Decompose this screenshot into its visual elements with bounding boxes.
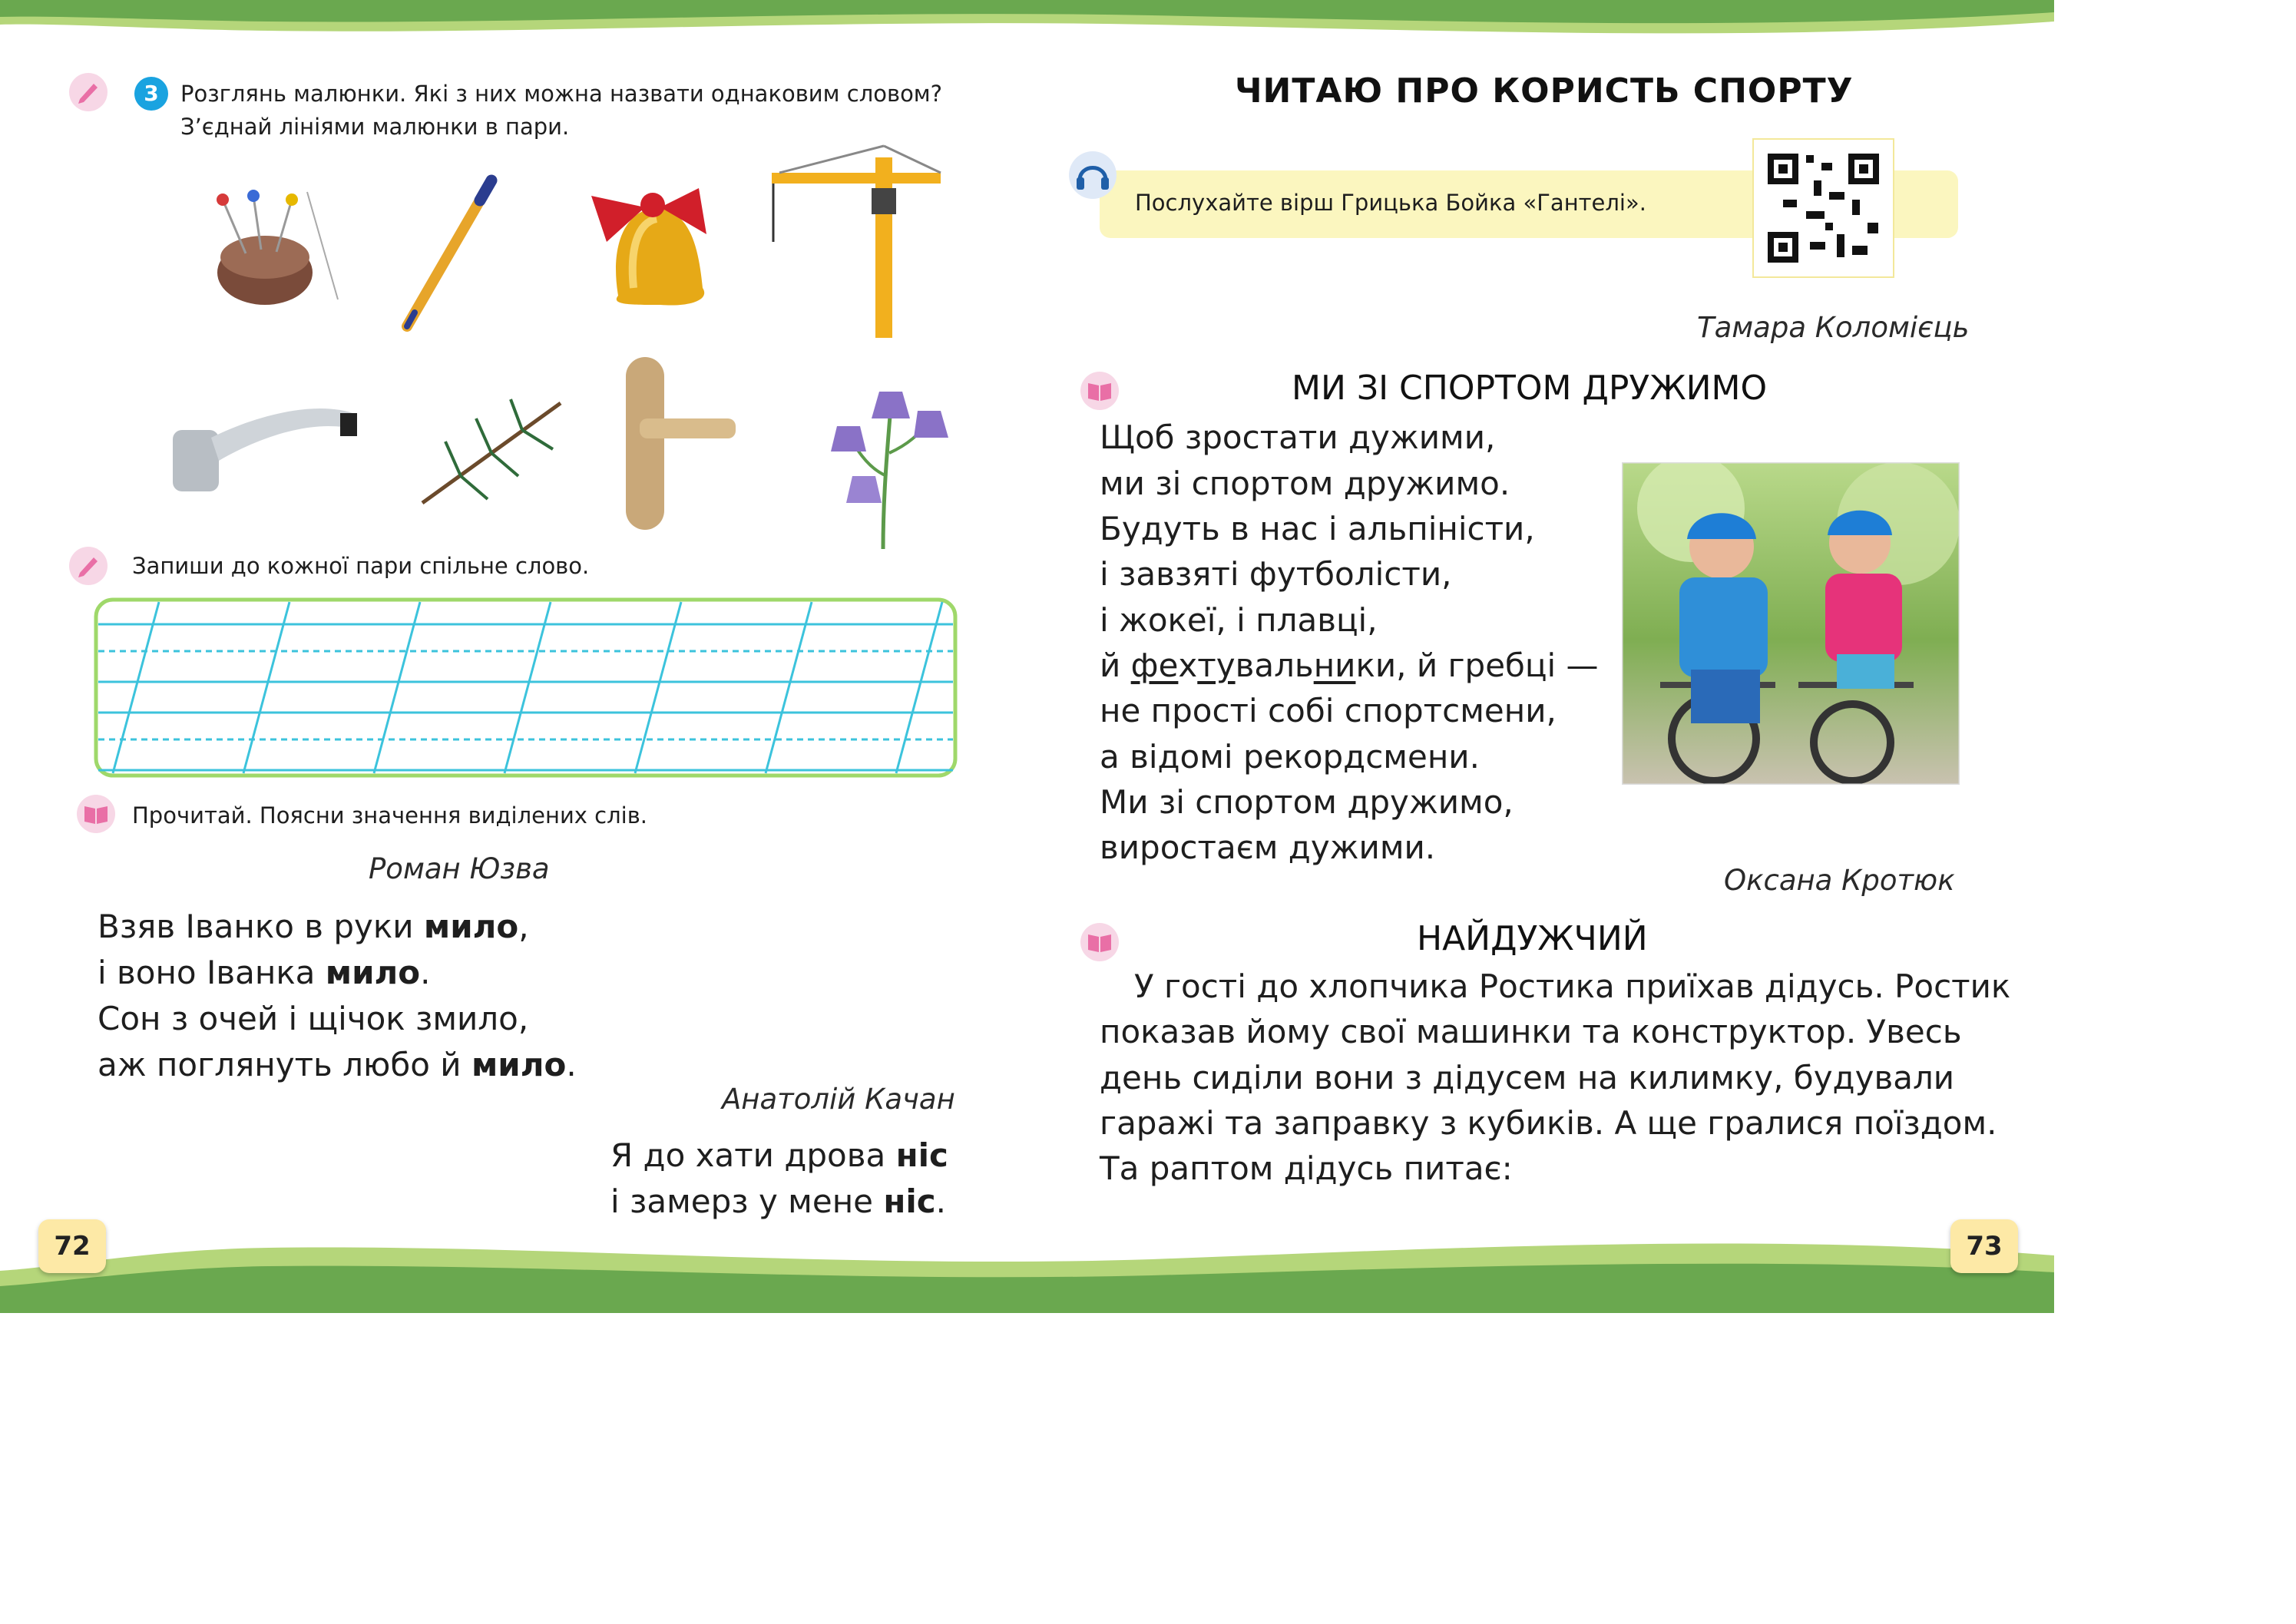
task-read-text: Прочитай. Поясни значення виділених слів.: [132, 802, 648, 829]
book-read-icon: [77, 795, 115, 833]
pin-cushion-icon: [200, 177, 346, 315]
poem-title: МИ ЗІ СПОРТОМ ДРУЖИМО: [1292, 369, 1768, 408]
poem2-author: Анатолій Качан: [722, 1083, 955, 1116]
page-heading: ЧИТАЮ ПРО КОРИСТЬ СПОРТУ: [1235, 71, 1854, 111]
door-handle-icon: [618, 353, 741, 534]
poem1-line1: Взяв Іванко в руки мило,: [98, 908, 529, 945]
faucet-icon: [165, 384, 365, 499]
book-read-icon-story: [1080, 923, 1119, 961]
poem-line-6: й фехтувальники, й гребці —: [1100, 647, 1599, 684]
poem-line-8: а відомі рекордсмени.: [1100, 738, 1480, 776]
task3-text-line1: Розглянь малюнки. Які з них можна назвати однаковим словом?: [180, 81, 943, 107]
poem-line-1: Щоб зростати дужими,: [1100, 418, 1496, 456]
poem1-line2: і воно Іванка мило.: [98, 954, 431, 991]
pencil-write-icon: [69, 547, 108, 585]
story-title: НАЙДУЖЧИЙ: [1417, 919, 1648, 958]
poem2-line2: і замерз у мене ніс.: [610, 1182, 947, 1220]
page-number-left: 72: [38, 1219, 106, 1273]
poem-line-5: і жокеї, і плавці,: [1100, 601, 1378, 639]
task-write-text: Запиши до кожної пари спільне слово.: [132, 553, 590, 579]
page-number-right: 73: [1950, 1219, 2018, 1273]
story-author: Оксана Кротюк: [1724, 864, 1955, 897]
headphones-icon[interactable]: [1067, 150, 1118, 200]
poem-line-4: і завзяті футболісти,: [1100, 555, 1452, 593]
fir-branch-icon: [415, 388, 568, 511]
story-line-4: гаражі та заправку з кубиків. А ще гралися поїздом.: [1100, 1104, 1997, 1142]
poem1-line3: Сон з очей і щічок змило,: [98, 1000, 529, 1037]
bell-icon: [576, 173, 722, 315]
poem-author: Тамара Коломієць: [1697, 311, 1970, 344]
bellflower-icon: [822, 361, 952, 553]
story-line-2: показав йому свої машинки та конструктор. Увесь: [1100, 1013, 1962, 1050]
book-read-icon-poem: [1080, 372, 1119, 410]
poem-line-7: не прості собі спортсмени,: [1100, 692, 1557, 729]
listen-text: Послухайте вірш Грицька Бойка «Гантелі».: [1135, 190, 1646, 216]
story-line-5: Та раптом дідусь питає:: [1100, 1149, 1513, 1187]
pen-icon: [392, 173, 507, 334]
poem-line-3: Будуть в нас і альпіністи,: [1100, 510, 1535, 547]
top-wave-band: [0, 0, 2054, 46]
task-number-badge: 3: [134, 77, 168, 111]
poem1-line4: аж поглянуть любо й мило.: [98, 1046, 577, 1083]
crane-icon: [764, 142, 948, 342]
writing-lines-area[interactable]: [94, 597, 958, 778]
bottom-wave-band: [0, 1225, 2054, 1313]
story-line-1: У гості до хлопчика Ростика приїхав дідусь. Ростик: [1134, 967, 2011, 1005]
task3-text-line2: З’єднай лініями малюнки в пари.: [180, 114, 570, 140]
qr-code-icon[interactable]: [1752, 138, 1894, 278]
kids-cycling-photo: [1622, 462, 1960, 785]
story-line-3: день сиділи вони з дідусем на килимку, будували: [1100, 1059, 1955, 1096]
poem2-line1: Я до хати дрова ніс: [610, 1136, 948, 1174]
poem-line-10: виростаєм дужими.: [1100, 829, 1436, 866]
poem-line-9: Ми зі спортом дружимо,: [1100, 783, 1514, 821]
poem1-author: Роман Юзва: [369, 852, 550, 885]
poem-line-2: ми зі спортом дружимо.: [1100, 465, 1510, 502]
pencil-task-icon: [69, 73, 108, 111]
